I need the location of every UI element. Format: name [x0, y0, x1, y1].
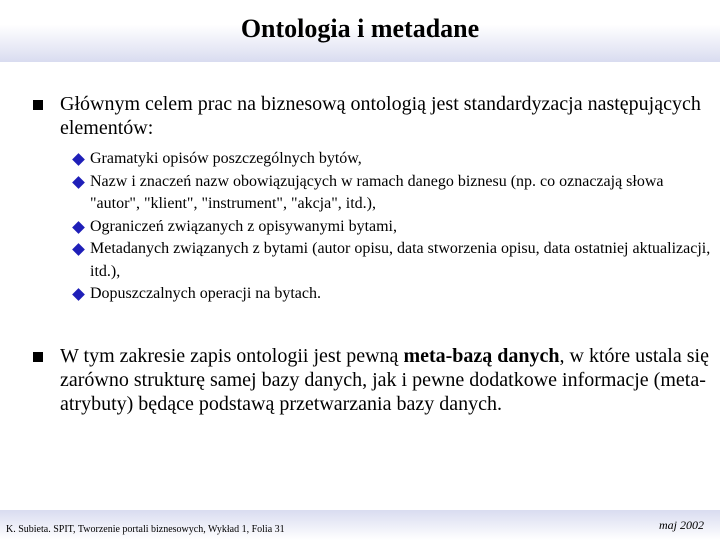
main-bullet-2: [60, 344, 710, 416]
footer-date: maj 2002: [659, 518, 704, 532]
sub-bullet-text: Gramatyki opisów poszczególnych bytów,: [90, 150, 362, 167]
sub-bullet-text: Dopuszczalnych operacji na bytach.: [90, 285, 322, 302]
slide-title: Ontologia i metadane: [240, 14, 480, 43]
sub-bullet-item: [73, 283, 713, 306]
footer-citation: K. Subieta. SPIT, Tworzenie portali biznesowych, Wykład 1, Folia 31: [6, 524, 285, 535]
sub-bullet-item: [73, 238, 713, 283]
diamond-bullet-icon: [72, 221, 85, 234]
sub-bullet-text: Ograniczeń związanych z opisywanymi bytami,: [90, 217, 397, 235]
main-bullet-2-text-after: , w które ustala się zarówno strukturę samej bazy danych, jak i pewne dodatkowe informacje (meta-atrybuty) będące podstawą przetwarzania bazy danych.: [60, 345, 709, 415]
square-bullet-icon: [33, 352, 43, 362]
main-bullet-1: [60, 92, 710, 140]
sub-bullet-text: Metadanych związanych z bytami (autor opisu, data stworzenia opisu, data ostatniej aktualizacji, itd.),: [90, 240, 711, 280]
sub-bullet-list: [73, 148, 713, 306]
diamond-bullet-icon: [72, 288, 85, 301]
sub-bullet-text: Nazw i znaczeń nazw obowiązujących w ramach danego biznesu (np. co oznaczają słowa "autor", "klient", "instrument", "akcja", itd.),: [90, 172, 664, 212]
main-bullet-2-text-before: W tym zakresie zapis ontologii jest pewną: [60, 345, 404, 367]
diamond-bullet-icon: [72, 153, 85, 166]
sub-bullet-item: [73, 216, 713, 239]
diamond-bullet-icon: [72, 243, 85, 256]
sub-bullet-item: [73, 148, 713, 171]
main-bullet-2-emphasis: meta-bazą danych: [403, 345, 560, 367]
diamond-bullet-icon: [72, 176, 85, 189]
sub-bullet-item: [73, 171, 713, 216]
main-bullet-1-text: Głównym celem prac na biznesową ontologią jest standardyzacja następujących elementów:: [60, 93, 701, 139]
square-bullet-icon: [33, 100, 43, 110]
